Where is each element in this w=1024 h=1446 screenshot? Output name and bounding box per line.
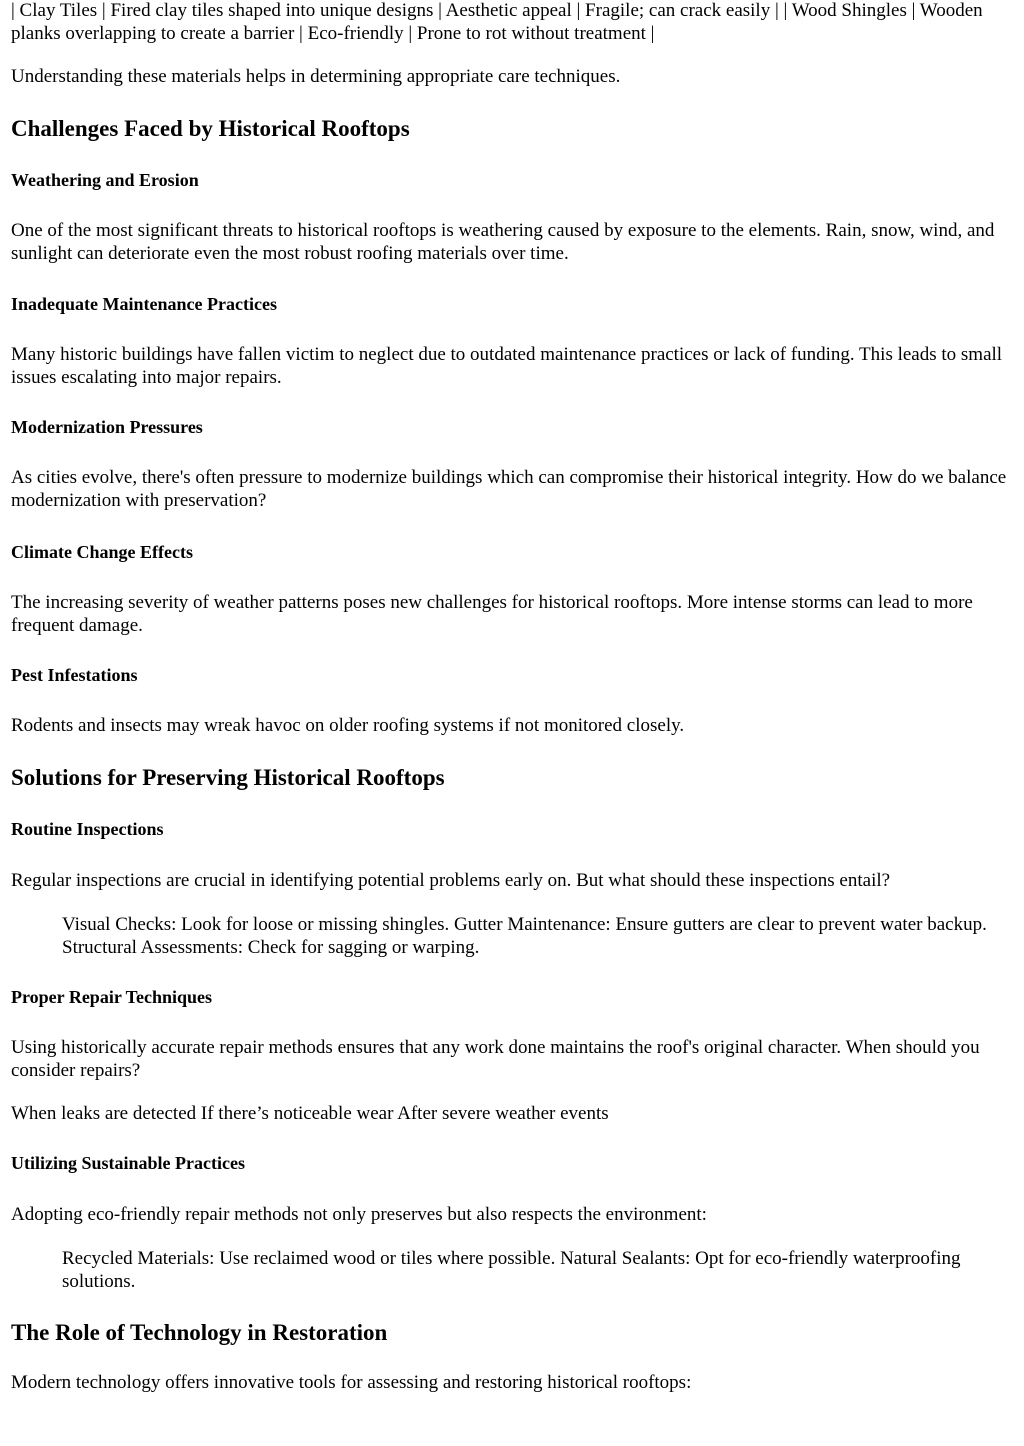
inspections-paragraph: Regular inspections are crucial in identifying potential problems early on. But what should these inspections entail? — [11, 870, 891, 891]
weathering-paragraph: One of the most significant threats to historical rooftops is weathering caused by exposure to the elements. Rain, snow, wind, and sunlight can deteriorate even the most robust roofing materials over time. — [11, 220, 995, 264]
climate-heading: Climate Change Effects — [11, 542, 193, 562]
weathering-heading: Weathering and Erosion — [11, 170, 199, 190]
technology-heading: The Role of Technology in Restoration — [11, 1320, 388, 1345]
modernization-heading: Modernization Pressures — [11, 417, 203, 437]
solutions-heading: Solutions for Preserving Historical Rooftops — [11, 765, 445, 790]
maintenance-paragraph: Many historic buildings have fallen victim to neglect due to outdated maintenance practices or lack of funding. This leads to small issues escalating into major repairs. — [11, 344, 1003, 388]
inspections-heading: Routine Inspections — [11, 819, 164, 839]
repair-heading: Proper Repair Techniques — [11, 987, 213, 1007]
repair-list-text: When leaks are detected If there’s noticeable wear After severe weather events — [11, 1103, 609, 1124]
maintenance-heading: Inadequate Maintenance Practices — [11, 294, 277, 314]
pest-paragraph: Rodents and insects may wreak havoc on older roofing systems if not monitored closely. — [11, 715, 685, 736]
inspections-quote: Visual Checks: Look for loose or missing shingles. Gutter Maintenance: Ensure gutters are clear to prevent water backup. Structural Assessments: Check for sagging or warping. — [62, 914, 987, 958]
materials-table-text: | Clay Tiles | Fired clay tiles shaped into unique designs | Aesthetic appeal | Fragile; can crack easily | | Wood Shingles | Wooden planks overlapping to create a barrier | Eco-friendly | Prone to rot without treatment | — [11, 0, 983, 44]
understanding-paragraph: Understanding these materials helps in determining appropriate care techniques. — [11, 66, 621, 87]
challenges-heading: Challenges Faced by Historical Rooftops — [11, 116, 410, 141]
repair-paragraph: Using historically accurate repair methods ensures that any work done maintains the roof's original character. When should you consider repairs? — [11, 1037, 980, 1081]
modernization-paragraph: As cities evolve, there's often pressure to modernize buildings which can compromise their historical integrity. How do we balance modernization with preservation? — [11, 467, 1007, 511]
technology-paragraph: Modern technology offers innovative tools for assessing and restoring historical rooftops: — [11, 1372, 692, 1393]
pest-heading: Pest Infestations — [11, 665, 138, 685]
climate-paragraph: The increasing severity of weather patterns poses new challenges for historical rooftops. More intense storms can lead to more frequent damage. — [11, 592, 973, 636]
sustainable-heading: Utilizing Sustainable Practices — [11, 1153, 245, 1173]
sustainable-paragraph: Adopting eco-friendly repair methods not only preserves but also respects the environment: — [11, 1204, 707, 1225]
sustainable-quote: Recycled Materials: Use reclaimed wood or tiles where possible. Natural Sealants: Opt for eco-friendly waterproofing solutions. — [62, 1248, 961, 1292]
